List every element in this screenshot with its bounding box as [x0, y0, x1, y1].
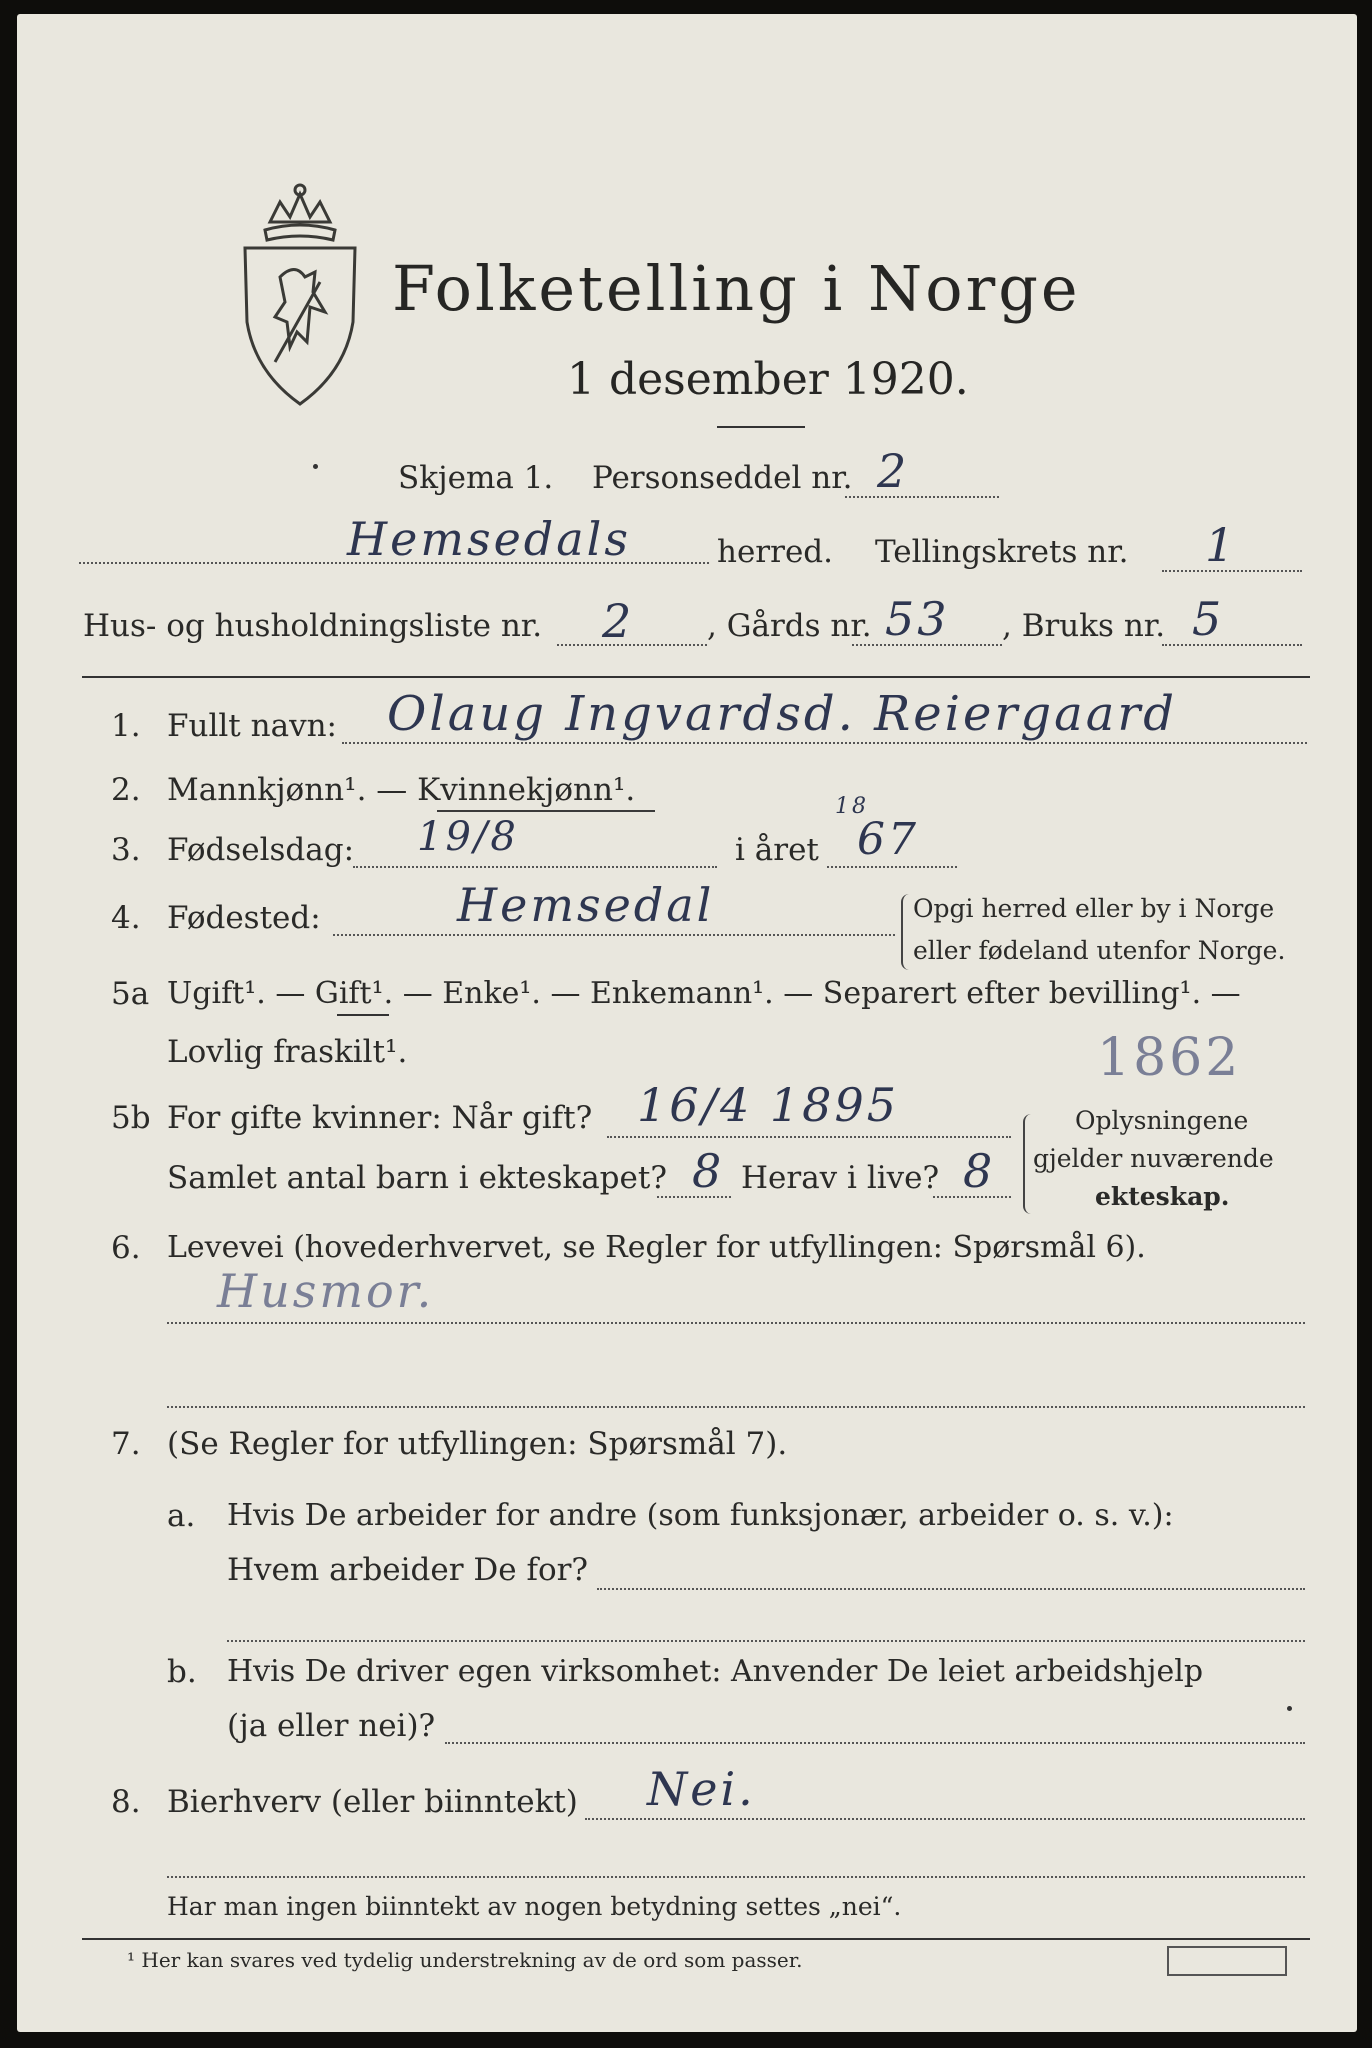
q4-number: 4.: [111, 900, 141, 936]
norway-coat-of-arms-icon: [235, 182, 365, 412]
q8-number: 8.: [111, 1784, 141, 1820]
year-label: i året: [735, 832, 819, 868]
section-divider: [82, 676, 1310, 678]
marriage-note-line2: gjelder nuværende: [1033, 1144, 1274, 1173]
occupation-field-line2[interactable]: [167, 1406, 1305, 1408]
q6-label: Levevei (hovederhvervet, se Regler for utfyllingen: Spørsmål 6).: [167, 1230, 1146, 1265]
tellingskrets-value: 1: [1205, 518, 1238, 572]
gards-value: 53: [885, 592, 950, 646]
q5a-number: 5a: [111, 976, 150, 1012]
hus-label: Hus- og husholdningsliste nr.: [83, 608, 543, 644]
q3-number: 3.: [111, 832, 141, 868]
schema-label: Skjema 1.: [398, 460, 554, 496]
occupation-field[interactable]: [167, 1322, 1305, 1324]
children-count-label: Samlet antal barn i ekteskapet?: [167, 1160, 667, 1196]
q7b-letter: b.: [167, 1654, 197, 1690]
marital-status-line2: Lovlig fraskilt¹.: [167, 1034, 408, 1070]
q7a-line1: Hvis De arbeider for andre (som funksjonær, arbeider o. s. v.):: [227, 1498, 1174, 1533]
gender-options: Mannkjønn¹. — Kvinnekjønn¹.: [167, 772, 636, 808]
note-brace: [901, 894, 913, 970]
side-income-field[interactable]: [585, 1818, 1305, 1820]
birthplace-field[interactable]: [333, 934, 895, 936]
dot-mark: [1287, 1706, 1292, 1711]
pencil-note-value: 1862: [1097, 1028, 1242, 1088]
census-form-page: [17, 14, 1357, 2032]
children-alive-label: Herav i live?: [741, 1160, 940, 1196]
herred-value: Hemsedals: [347, 512, 631, 566]
birthplace-value: Hemsedal: [457, 878, 715, 932]
bruks-value: 5: [1192, 592, 1225, 646]
married-date-field[interactable]: [607, 1136, 1011, 1138]
q7b-line2: (ja eller nei)?: [227, 1708, 436, 1744]
side-income-note: Har man ingen biinntekt av nogen betydning settes „nei“.: [167, 1892, 902, 1921]
year-prefix-value: 18: [835, 794, 869, 819]
dot-mark: [313, 464, 318, 469]
q7a-letter: a.: [167, 1498, 196, 1534]
birthplace-note-line1: Opgi herred eller by i Norge: [913, 894, 1275, 923]
personseddel-field[interactable]: [845, 496, 999, 498]
q7-label: (Se Regler for utfyllingen: Spørsmål 7).: [167, 1426, 788, 1462]
q8-label: Bierhverv (eller biinntekt): [167, 1784, 578, 1820]
hus-value: 2: [602, 594, 635, 648]
tellingskrets-label: Tellingskrets nr.: [875, 534, 1129, 570]
full-name-value: Olaug Ingvardsd. Reiergaard: [387, 686, 1177, 742]
q6-number: 6.: [111, 1230, 141, 1266]
gards-label: , Gårds nr.: [707, 608, 872, 644]
employer-field-line2[interactable]: [227, 1640, 1305, 1642]
children-count-value: 8: [692, 1144, 725, 1198]
side-income-value: Nei.: [647, 1762, 756, 1816]
bruks-label: , Bruks nr.: [1002, 608, 1166, 644]
gender-underline-mark: [437, 810, 655, 812]
q7a-line2: Hvem arbeider De for?: [227, 1552, 589, 1588]
marital-status-options: Ugift¹. — Gift¹. — Enke¹. — Enkemann¹. — Separert efter bevilling¹. —: [167, 976, 1241, 1011]
employer-field[interactable]: [597, 1588, 1305, 1590]
q7b-line1: Hvis De driver egen virksomhet: Anvender De leiet arbeidshjelp: [227, 1654, 1204, 1689]
q1-label: Fullt navn:: [167, 708, 337, 744]
birthday-value: 19/8: [417, 814, 519, 860]
q5b-number: 5b: [111, 1100, 151, 1136]
married-when-label: For gifte kvinner: Når gift?: [167, 1100, 593, 1136]
hired-help-field[interactable]: [445, 1742, 1305, 1744]
footnote: ¹ Her kan svares ved tydelig understrekning av de ord som passer.: [127, 1948, 803, 1972]
q1-number: 1.: [111, 708, 141, 744]
title-divider: [717, 426, 805, 428]
q2-number: 2.: [111, 772, 141, 808]
personseddel-label: Personseddel nr.: [592, 460, 853, 496]
birth-year-value: 67: [857, 814, 919, 865]
side-income-field-line2[interactable]: [167, 1876, 1305, 1878]
q7-number: 7.: [111, 1426, 141, 1462]
census-date: 1 desember 1920.: [567, 354, 969, 405]
herred-label: herred.: [717, 534, 833, 570]
personseddel-value: 2: [877, 444, 910, 498]
married-date-value: 16/4 1895: [637, 1078, 899, 1132]
children-alive-value: 8: [963, 1144, 996, 1198]
marriage-note-line3: ekteskap.: [1095, 1182, 1230, 1211]
q4-label: Fødested:: [167, 900, 321, 936]
form-title: Folketelling i Norge: [392, 252, 1081, 325]
footer-divider: [82, 1938, 1310, 1940]
occupation-value: Husmor.: [217, 1264, 435, 1318]
full-name-field[interactable]: [342, 742, 1307, 744]
printer-stamp-icon: [1167, 1946, 1287, 1976]
birthday-field[interactable]: [353, 866, 717, 868]
bruks-field[interactable]: [1162, 644, 1302, 646]
birthplace-note-line2: eller fødeland utenfor Norge.: [913, 936, 1286, 965]
marriage-note-line1: Oplysningene: [1075, 1106, 1249, 1135]
birth-year-field[interactable]: [827, 866, 957, 868]
marital-underline-mark: [337, 1014, 389, 1016]
q3-label: Fødselsdag:: [167, 832, 355, 868]
